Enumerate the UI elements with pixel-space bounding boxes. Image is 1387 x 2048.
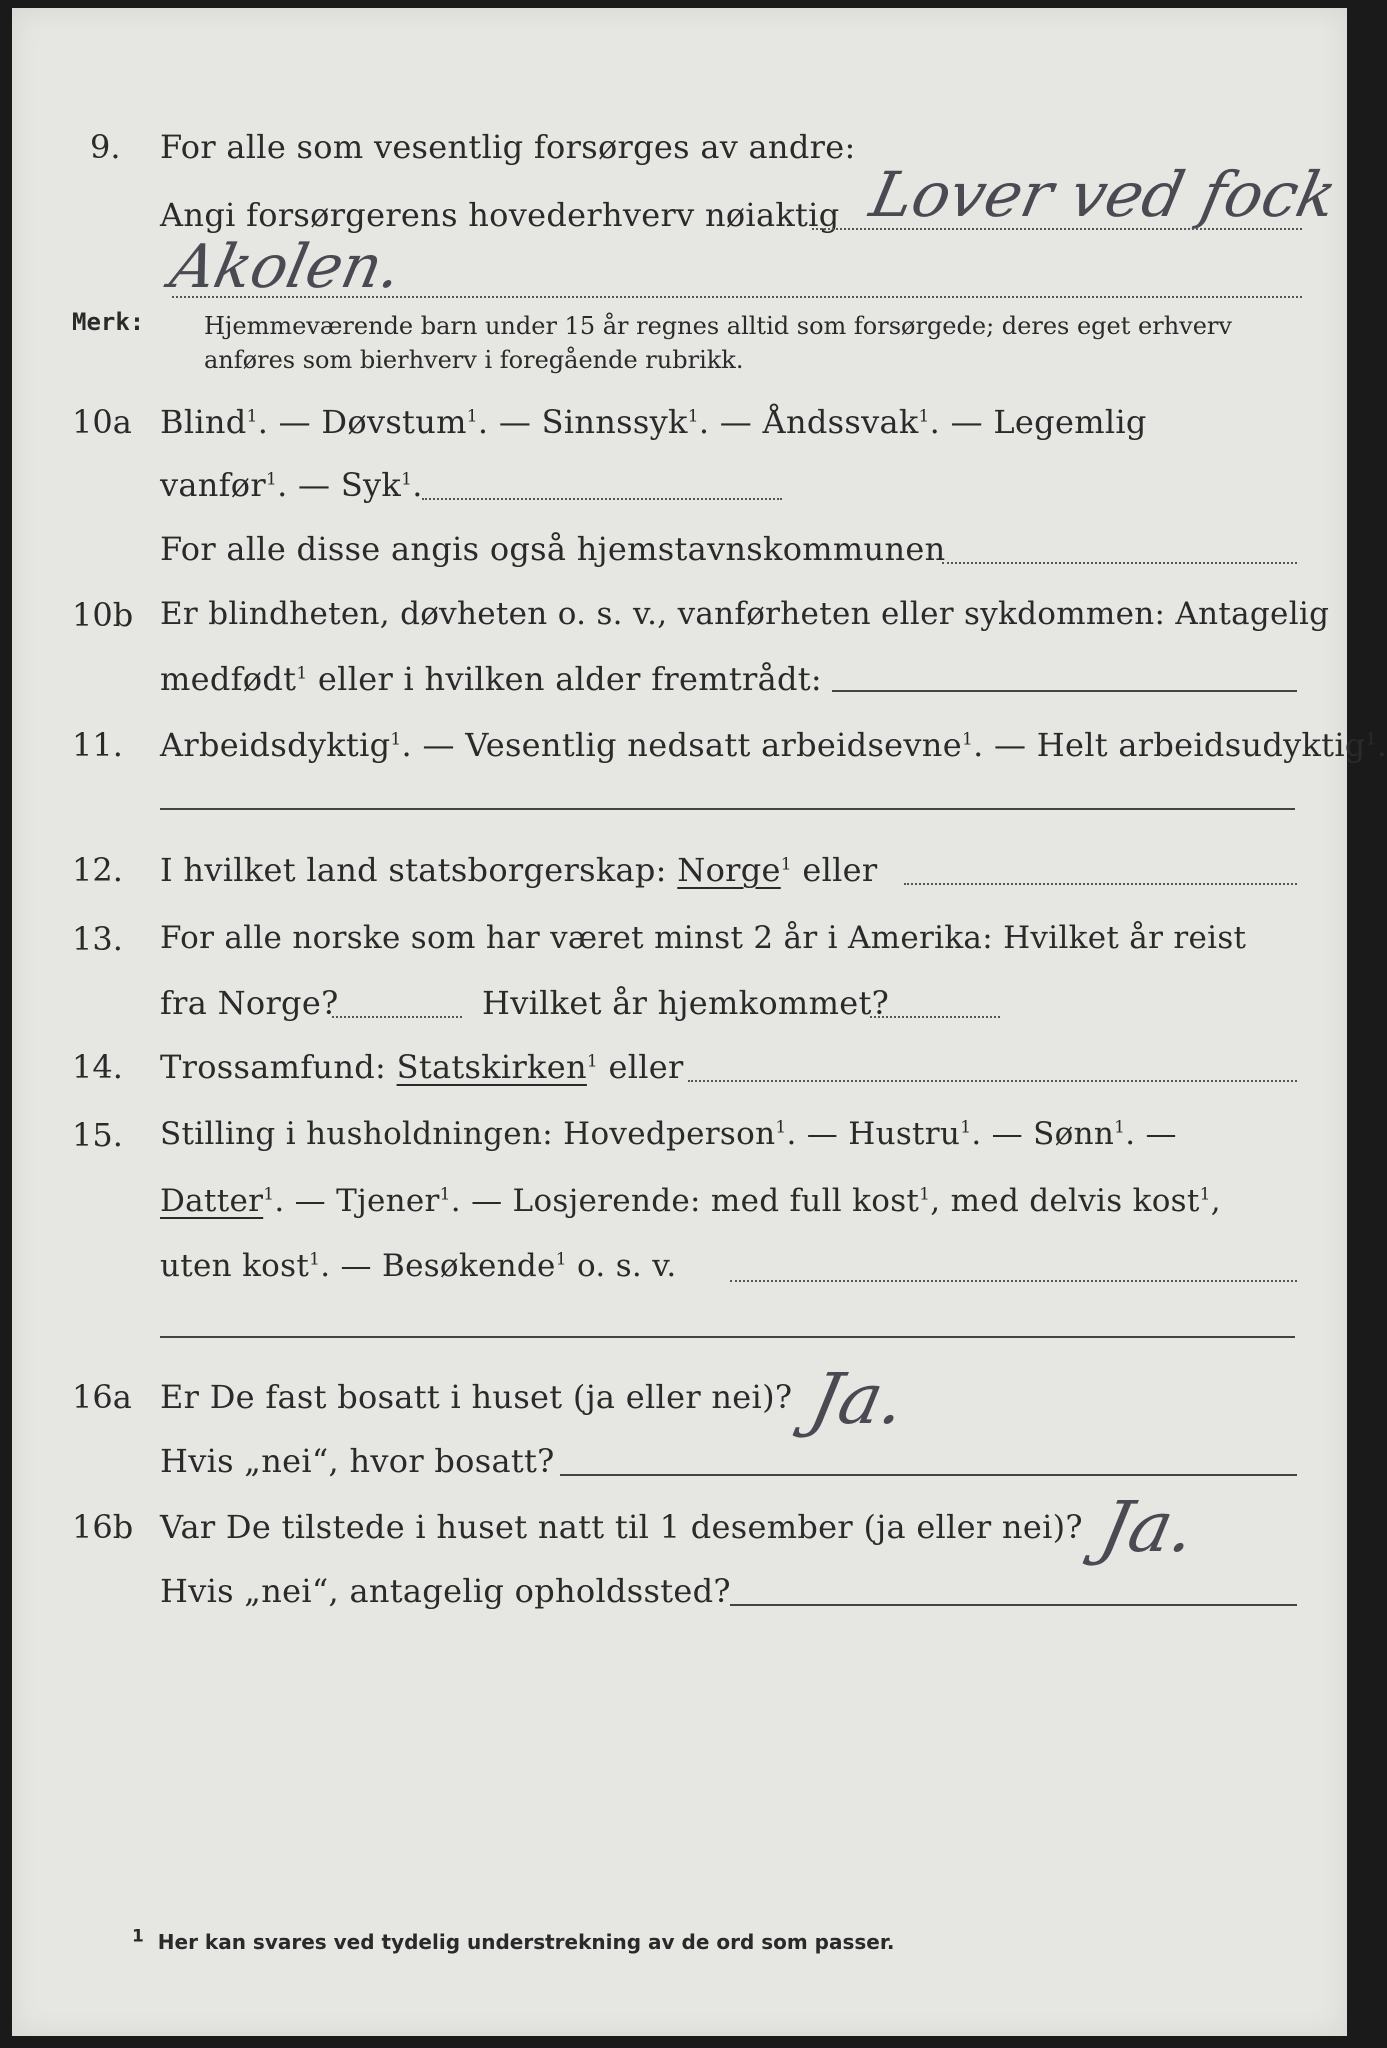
q10a-period: . [412,466,423,504]
footnote-mark: 1 [132,1926,144,1947]
q9-line1: For alle som vesentlig forsørges av andre: [160,128,856,166]
q15-number: 15. [72,1116,123,1154]
q10a-sinnssyk: . — Sinnssyk [477,403,688,441]
q10b-line1: Er blindheten, døvheten o. s. v., vanførheten eller sykdommen: Antagelig [160,596,1330,632]
q16a-handwritten-answer: Ja. [803,1358,913,1440]
sup-mark: 1 [263,1184,275,1205]
sup-mark: 1 [555,1249,567,1270]
q15-hustru: . — Hustru [786,1116,961,1152]
sup-mark: 1 [265,469,278,490]
q12-number: 12. [72,851,123,889]
q14-line1 [160,1048,684,1086]
q9-line2: Angi forsørgerens hovederhverv nøiaktig [160,196,840,234]
q10a-kommune-answer-line [942,562,1297,564]
sup-mark: 1 [401,469,413,490]
q11-line1 [160,726,1387,764]
q15-line1 [160,1116,1177,1152]
q10a-line2 [160,466,423,504]
sup-mark: 1 [775,1117,787,1138]
q10b-medfodt: medfødt [160,660,297,698]
q10b-answer-line [832,690,1297,692]
q15-osv: o. s. v. [566,1248,677,1284]
sup-mark: 1 [1114,1117,1126,1138]
q9-answer-line [812,228,1302,230]
sup-mark: 1 [390,729,402,750]
sup-mark: 1 [918,406,930,427]
q12-eller: eller [791,851,878,889]
q11-arbeidsdyktig: Arbeidsdyktig [160,726,391,764]
q15-answer-line [730,1280,1297,1282]
q12-question: I hvilket land statsborgerskap: [160,851,667,889]
sup-mark: 1 [246,406,258,427]
q15-datter-underlined: Datter [160,1183,264,1219]
sup-mark: 1 [780,854,792,875]
sup-mark: 1 [919,1184,931,1205]
q15-line2 [160,1183,1221,1219]
q10b-alder: eller i hvilken alder fremtrådt: [307,660,822,698]
q10b-number: 10b [72,596,134,634]
q10a-line1 [160,403,1295,441]
q13-hjemkommet-answer-line [870,1016,1000,1018]
q10a-legemlig: . — Legemlig [929,403,1147,441]
q9-number: 9. [90,128,121,166]
q14-statskirken-underlined: Statskirken [396,1048,587,1086]
q15-dash: . — [1125,1116,1177,1152]
q12-answer-line [904,883,1297,885]
q11-number: 11. [72,726,123,764]
q11-udyktig: . — Helt arbeidsudyktig [973,726,1366,764]
sup-mark: 1 [687,406,699,427]
q15-sonn: . — Sønn [971,1116,1115,1152]
merk-line2: anføres som bierhverv i foregående rubrikk. [204,346,744,374]
q10a-syk: . — Syk [277,466,402,504]
q10a-vanfor: vanfør [160,466,266,504]
sup-mark: 1 [439,1184,451,1205]
footnote-text: Her kan svares ved tydelig understrekning av de ord som passer. [157,1930,895,1954]
q14-number: 14. [72,1048,123,1086]
q11-nedsatt: . — Vesentlig nedsatt arbeidsevne [401,726,962,764]
q14-eller: eller [598,1048,684,1086]
q15-answer-line2 [160,1336,1295,1338]
q10a-line3: For alle disse angis også hjemstavnskommunen [160,530,946,568]
q13-line2b: Hvilket år hjemkommet? [482,984,890,1022]
q15-comma: , [1210,1183,1221,1219]
q16b-handwritten-answer: Ja. [1093,1486,1203,1568]
q11-period: . [1376,726,1387,764]
sup-mark: 1 [961,729,974,750]
q12-norge-underlined: Norge [677,851,781,889]
q10a-andssvak: . — Åndssvak [698,403,919,441]
census-form-page [12,8,1387,2036]
q10a-syk-answer-line [422,498,782,500]
q15-uten-kost: uten kost [160,1248,310,1284]
sup-mark: 1 [1365,729,1377,750]
merk-label: Merk: [72,308,145,336]
q12-line1 [160,851,878,889]
q9-handwritten-answer2: Akolen. [164,232,408,302]
q16b-line2: Hvis „nei“, antagelig opholdssted? [160,1572,731,1610]
q13-line1: For alle norske som har været minst 2 år i Amerika: Hvilket år reist [160,920,1247,956]
sup-mark: 1 [296,663,308,684]
q10a-dovstum: . — Døvstum [257,403,467,441]
q15-hovedperson: Stilling i husholdningen: Hovedperson [160,1116,776,1152]
q15-full-kost: . — Losjerende: med full kost [450,1183,920,1219]
q16a-answer-line [560,1474,1297,1476]
q15-delvis-kost: , med delvis kost [930,1183,1200,1219]
q13-line2a: fra Norge? [160,984,339,1022]
q16b-answer-line [730,1604,1297,1606]
q10a-blind: Blind [160,403,247,441]
sup-mark: 1 [586,1051,599,1072]
q10a-number: 10a [72,403,132,441]
q16b-line1: Var De tilstede i huset natt til 1 desember (ja eller nei)? [160,1508,1083,1546]
sup-mark: 1 [1199,1184,1211,1205]
q14-question: Trossamfund: [160,1048,387,1086]
sup-mark: 1 [960,1117,972,1138]
q13-reist-answer-line [332,1016,462,1018]
q13-number: 13. [72,920,123,958]
q16a-line1: Er De fast bosatt i huset (ja eller nei)? [160,1378,793,1416]
footnote [132,1926,895,1954]
merk-line1: Hjemmeværende barn under 15 år regnes alltid som forsørgede; deres eget erhverv [204,312,1232,340]
q16b-number: 16b [72,1508,134,1546]
q10b-line2 [160,660,822,698]
sup-mark: 1 [309,1249,321,1270]
q15-tjener: . — Tjener [274,1183,440,1219]
q9-handwritten-answer1: Lover ved fock [864,158,1344,231]
q15-besokende: . — Besøkende [320,1248,556,1284]
q11-answer-line [160,808,1295,810]
q16a-number: 16a [72,1378,132,1416]
q15-line3 [160,1248,677,1284]
q16a-line2: Hvis „nei“, hvor bosatt? [160,1442,555,1480]
q9-answer-line2 [172,296,1302,298]
sup-mark: 1 [466,406,478,427]
q14-answer-line [688,1080,1297,1082]
